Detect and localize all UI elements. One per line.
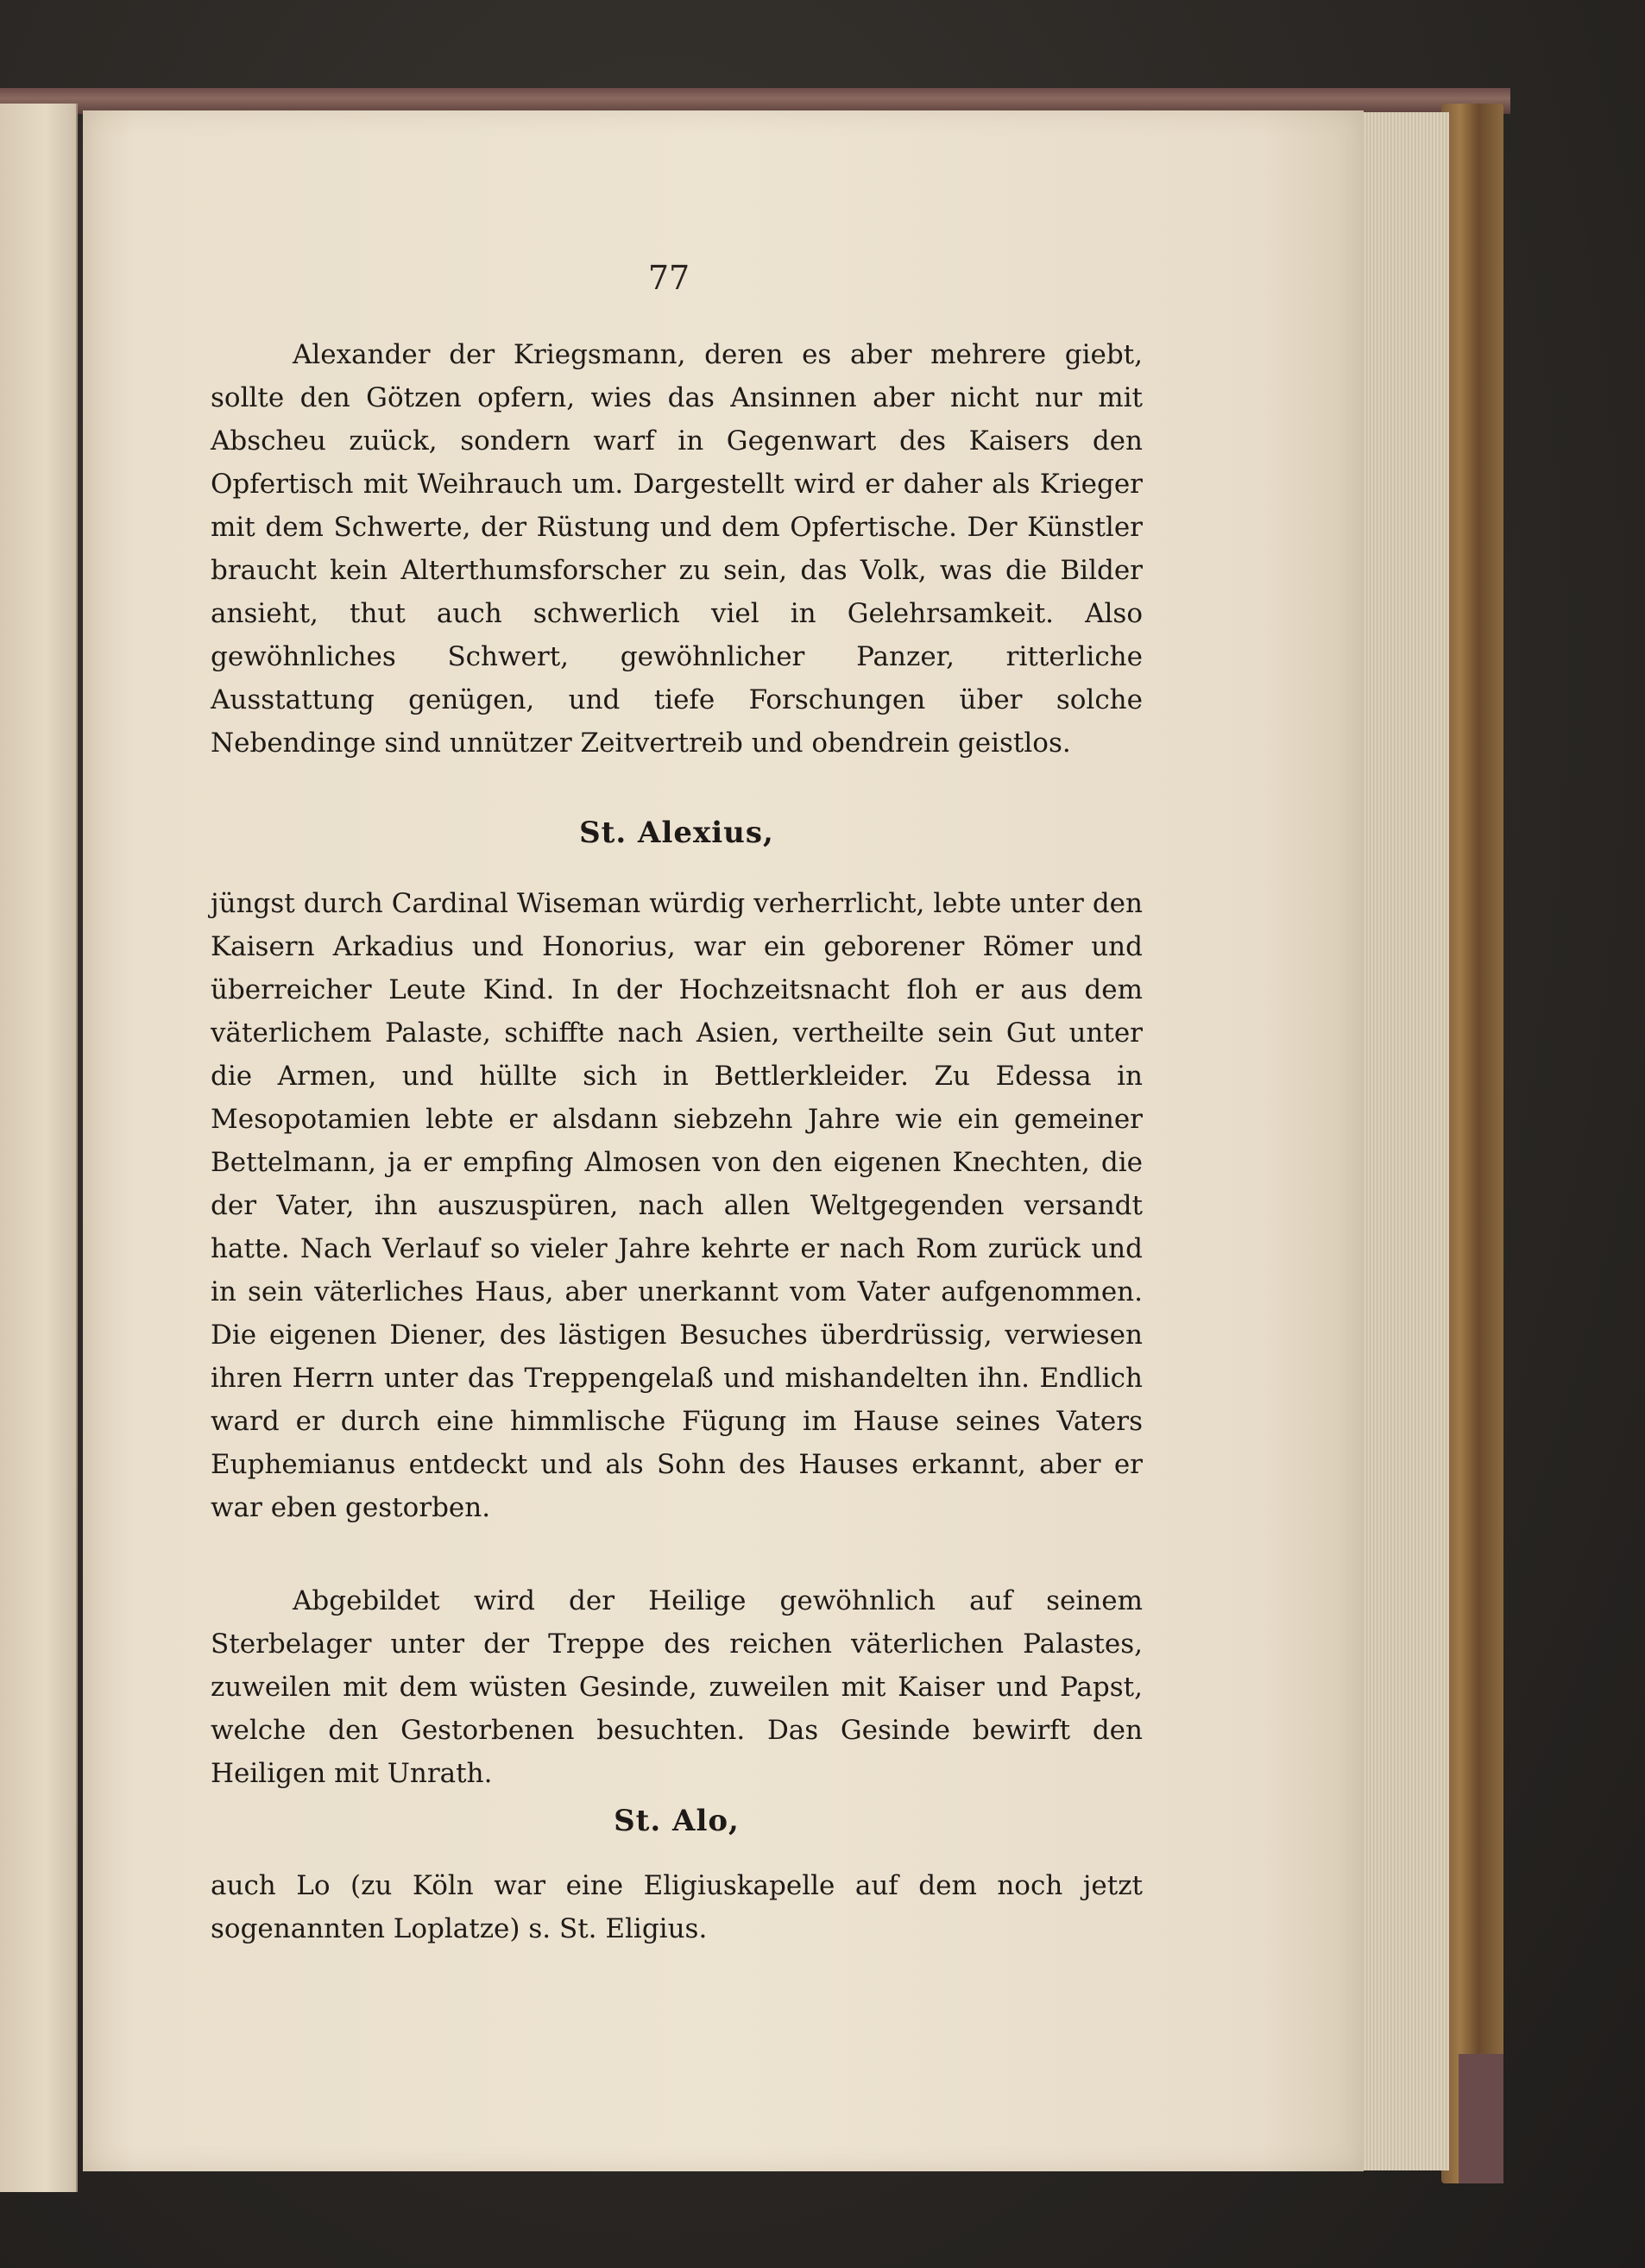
paragraph-alexander [211,333,1143,765]
paragraph-text: jüngst durch Cardinal Wiseman würdig verherrlicht, lebte unter den Kaisern Arkadius und Honorius, war ein geborener Römer und überreicher Leute Kind. In der Hochzeitsnacht floh er aus dem väterlichem Palaste, schiffte nach Asien, vertheilte sein Gut unter die Armen, und hüllte sich in Bettlerkleider. Zu Edessa in Mesopotamien lebte er alsdann siebzehn Jahre wie ein gemeiner Bettelmann, ja er empfing Almosen von den eigenen Knechten, die der Vater, ihn auszuspüren, nach allen Weltgegenden versandt hatte. Nach Verlauf so vieler Jahre kehrte er nach Rom zurück und in sein väterliches Haus, aber unerkannt vom Vater aufgenommen. Die eigenen Diener, des lästigen Besuches überdrüssig, verwiesen ihren Herrn unter das Treppengelaß und mishandelten ihn. Endlich ward er durch eine himmlische Fügung im Hause seines Vaters Euphemianus entdeckt und als Sohn des Hauses erkannt, aber er war eben gestorben. [211,888,1143,1523]
paragraph-alexius-depiction [211,1579,1143,1795]
paragraph-text: auch Lo (zu Köln war eine Eligiuskapelle auf dem noch jetzt sogenannten Loplatze) s. St. Eligius. [211,1870,1143,1944]
heading-st-alo [211,1804,1143,1838]
previous-page-edge [0,104,78,2192]
book-cover-corner [1459,2054,1503,2183]
paragraph-text: Alexander der Kriegsmann, deren es aber mehrere giebt, sollte den Götzen opfern, wies das Ansinnen aber nicht nur mit Abscheu zuück, sondern warf in Gegenwart des Kaisers den Opfertisch mit Weihrauch um. Dargestellt wird er daher als Krieger mit dem Schwerte, der Rüstung und dem Opfertische. Der Künstler braucht kein Alterthumsforscher zu sein, das Volk, was die Bilder ansieht, thut auch schwerlich viel in Gelehrsamkeit. Also gewöhnliches Schwert, gewöhnlicher Panzer, ritterliche Ausstattung genügen, und tiefe Forschungen über solche Nebendinge sind unnützer Zeitvertreib und obendrein geistlos. [211,339,1143,759]
heading-text: St. Alo, [614,1804,740,1838]
paragraph-alo [211,1864,1143,1950]
book-cover-right-edge [1441,104,1503,2183]
paragraph-alexius [211,882,1143,1529]
heading-text: St. Alexius, [579,816,774,850]
page-number: 77 [647,259,690,297]
paragraph-text: Abgebildet wird der Heilige gewöhnlich auf seinem Sterbelager unter der Treppe des reichen väterlichen Palastes, zuweilen mit dem wüsten Gesinde, zuweilen mit Kaiser und Papst, welche den Gestorbenen besuchten. Das Gesinde bewirft den Heiligen mit Unrath. [211,1585,1143,1789]
heading-st-alexius [211,816,1143,850]
